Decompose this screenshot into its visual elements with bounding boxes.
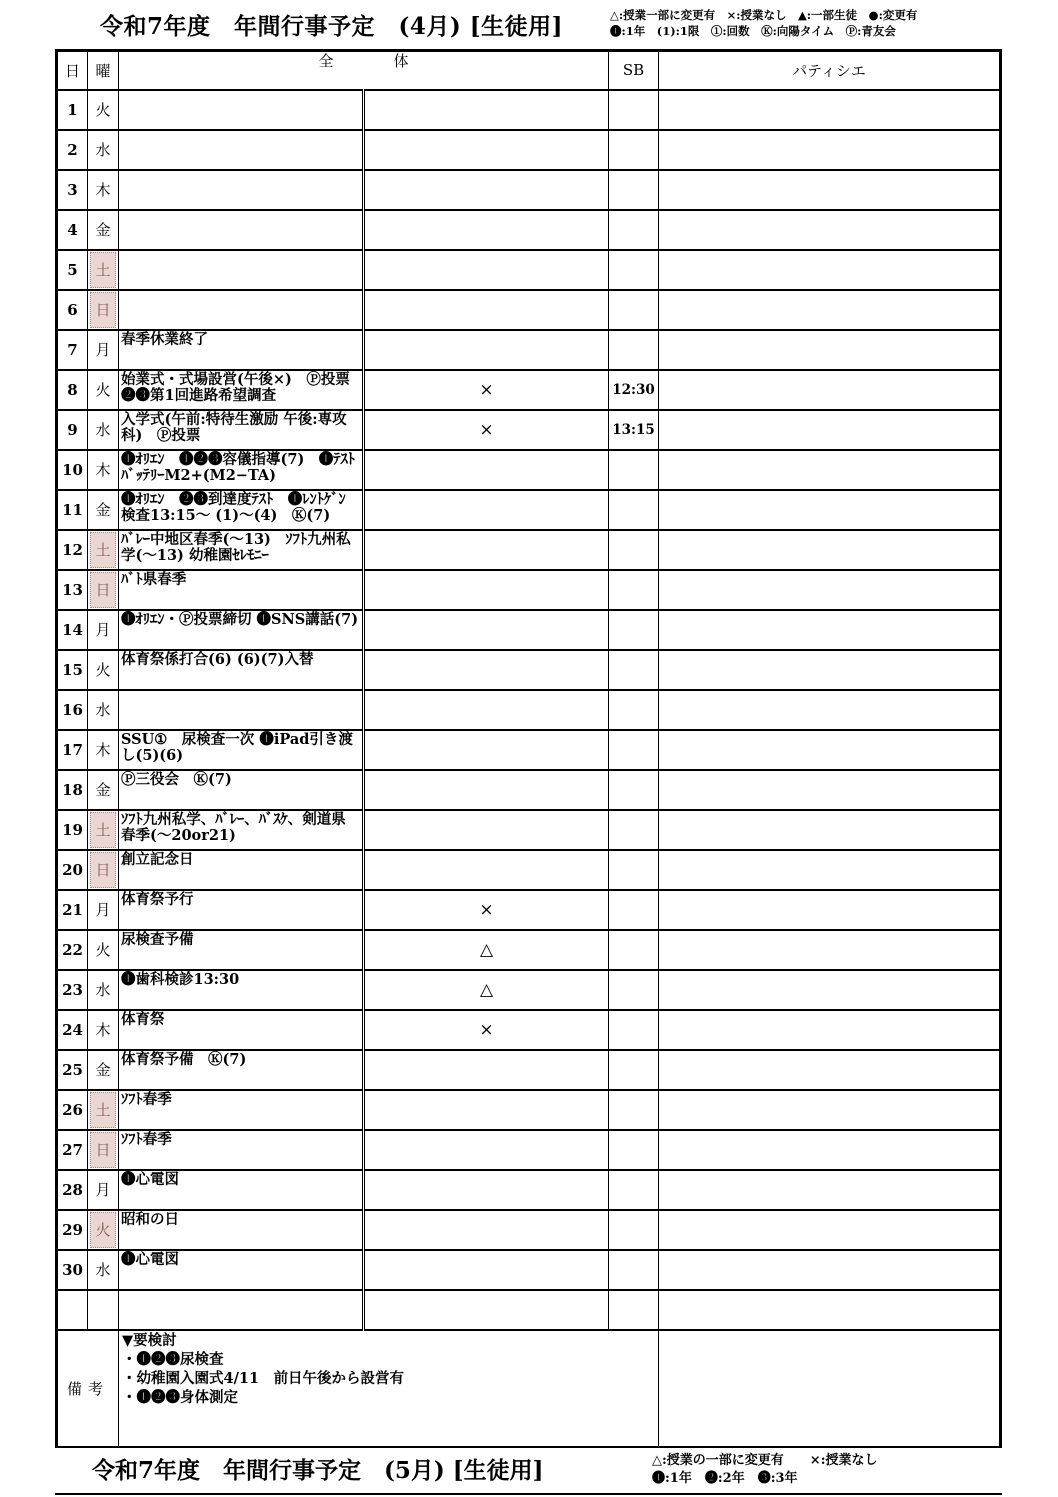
holiday-weekday: 火 [90,1212,116,1248]
table-row [58,610,1000,650]
sb-time [609,1090,659,1130]
day-number: 22 [58,930,88,970]
event-cell [119,210,364,250]
weekday: 火 [95,381,111,399]
patissier-cell [659,90,1000,130]
schedule-rows [58,90,1000,1330]
day-number: 24 [58,1010,88,1050]
weekday: 水 [95,1261,111,1279]
weekday-cell [88,1090,119,1130]
patissier-cell [659,1130,1000,1170]
patissier-cell [659,210,1000,250]
patissier-cell [659,930,1000,970]
class-status-mark [364,1050,609,1090]
weekday-cell [88,770,119,810]
patissier-cell [659,1090,1000,1130]
day-number: 20 [58,850,88,890]
patissier-cell [659,730,1000,770]
event-cell: 創立記念日 [119,850,364,890]
sb-time [609,170,659,210]
event-cell: ｿﾌﾄ春季 [119,1090,364,1130]
weekday-cell [88,1170,119,1210]
day-number: 15 [58,650,88,690]
table-row [58,330,1000,370]
day-number: 25 [58,1050,88,1090]
class-status-mark: × [364,1010,609,1050]
weekday-cell [88,1130,119,1170]
class-status-mark [364,730,609,770]
table-row [58,650,1000,690]
weekday-cell [88,730,119,770]
sb-time [609,1290,659,1330]
next-legend-line-2: ❶:1年 ❷:2年 ❸:3年 [652,1471,798,1486]
weekday-cell [88,210,119,250]
patissier-cell [659,690,1000,730]
holiday-weekday: 土 [90,1092,116,1128]
class-status-mark [364,170,609,210]
table-row [58,1170,1000,1210]
event-cell: 始業式・式場設営(午後×) Ⓟ投票 ❷❸第1回進路希望調査 [119,370,364,410]
weekday: 月 [95,1181,111,1199]
day-number: 4 [58,210,88,250]
day-number: 28 [58,1170,88,1210]
event-cell: ﾊﾞﾚｰ中地区春季(〜13) ｿﾌﾄ九州私学(〜13) 幼稚園ｾﾚﾓﾆｰ [119,530,364,570]
class-status-mark [364,530,609,570]
next-legend-line-1: △:授業の一部に変更有 ×:授業なし [652,1453,878,1468]
weekday: 水 [95,981,111,999]
event-cell [119,690,364,730]
notes-label: 備考 [58,1330,119,1448]
weekday-cell [88,570,119,610]
patissier-cell [659,410,1000,450]
col-day-header: 日 [58,52,88,90]
legend-line-1: △:授業一部に変更有 ×:授業なし ▲:一部生徒 ●:変更有 [610,8,918,22]
patissier-cell [659,1170,1000,1210]
sb-time [609,930,659,970]
footer-rule [55,1493,1002,1495]
class-status-mark [364,850,609,890]
class-status-mark: △ [364,970,609,1010]
patissier-cell [659,330,1000,370]
weekday-cell [88,530,119,570]
event-cell [119,250,364,290]
class-status-mark: × [364,410,609,450]
day-number: 18 [58,770,88,810]
event-cell: ❶ｵﾘｴﾝ ❶❷❸容儀指導(7) ❶ﾃｽﾄﾊﾞｯﾃﾘｰM2+(M2−TA) [119,450,364,490]
notes-row [58,1330,1000,1448]
weekday: 木 [95,461,111,479]
table-row [58,1290,1000,1330]
class-status-mark [364,810,609,850]
notes-patissier-cell [659,1330,1000,1448]
next-page-title: 令和7年度 年間行事予定 (5月) [生徒用] [92,1457,544,1484]
day-number: 6 [58,290,88,330]
holiday-weekday: 土 [90,532,116,568]
event-cell: 体育祭予備 Ⓚ(7) [119,1050,364,1090]
notes-line: ▼要検討 [122,1331,177,1349]
day-number: 10 [58,450,88,490]
holiday-weekday: 日 [90,1132,116,1168]
day-number: 11 [58,490,88,530]
weekday: 月 [95,341,111,359]
day-number: 29 [58,1210,88,1250]
weekday: 金 [95,1061,111,1079]
weekday-cell [88,410,119,450]
class-status-mark [364,210,609,250]
notes-line: ・幼稚園入園式4/11 前日午後から設営有 [122,1369,405,1387]
day-number: 13 [58,570,88,610]
weekday-cell [88,250,119,290]
weekday: 水 [95,701,111,719]
event-cell: 入学式(午前:特待生激励 午後:専攻科) Ⓟ投票 [119,410,364,450]
event-cell: ❶ｵﾘｴﾝ・Ⓟ投票締切 ❶SNS講話(7) [119,610,364,650]
day-number: 30 [58,1250,88,1290]
table-row [58,490,1000,530]
table-row [58,570,1000,610]
patissier-cell [659,1210,1000,1250]
weekday: 水 [95,141,111,159]
patissier-cell [659,610,1000,650]
sb-time [609,770,659,810]
class-status-mark [364,1090,609,1130]
sb-time [609,1170,659,1210]
event-cell: ﾊﾞﾄ県春季 [119,570,364,610]
event-cell: ❶ｵﾘｴﾝ ❷❸到達度ﾃｽﾄ ❶ﾚﾝﾄｹﾞﾝ検査13:15〜 (1)〜(4) Ⓚ(7) [119,490,364,530]
weekday-cell [88,1290,119,1330]
weekday-cell [88,290,119,330]
class-status-mark: △ [364,930,609,970]
holiday-weekday: 日 [90,852,116,888]
class-status-mark [364,570,609,610]
table-row [58,410,1000,450]
table-row [58,850,1000,890]
event-cell: 体育祭予行 [119,890,364,930]
col-weekday-header: 曜 [88,52,119,90]
sb-time [609,570,659,610]
event-cell: ❶歯科検診13:30 [119,970,364,1010]
sb-time [609,1210,659,1250]
patissier-cell [659,170,1000,210]
weekday: 木 [95,181,111,199]
legend [610,7,917,39]
day-number: 2 [58,130,88,170]
class-status-mark [364,650,609,690]
table-row [58,690,1000,730]
sb-time [609,330,659,370]
sb-time [609,250,659,290]
day-number: 16 [58,690,88,730]
sb-time [609,890,659,930]
class-status-mark [364,610,609,650]
event-cell: Ⓟ三役会 Ⓚ(7) [119,770,364,810]
weekday: 金 [95,221,111,239]
class-status-mark [364,490,609,530]
patissier-cell [659,250,1000,290]
weekday-cell [88,810,119,850]
col-patissier-header: パティシエ [659,52,1000,90]
notes-body [119,1330,659,1448]
notes-line: ・❶❷❸尿検査 [122,1350,224,1368]
patissier-cell [659,370,1000,410]
sb-time [609,810,659,850]
event-cell [119,170,364,210]
event-cell [119,1290,364,1330]
schedule-sheet [55,49,1002,1448]
day-number: 21 [58,890,88,930]
table-row [58,90,1000,130]
day-number: 5 [58,250,88,290]
patissier-cell [659,1050,1000,1090]
sb-time [609,530,659,570]
weekday: 月 [95,901,111,919]
table-row [58,810,1000,850]
class-status-mark [364,1210,609,1250]
weekday-cell [88,850,119,890]
sb-time: 13:15 [609,410,659,450]
patissier-cell [659,970,1000,1010]
event-cell: 昭和の日 [119,1210,364,1250]
notes-line: ・❶❷❸身体測定 [122,1388,238,1406]
day-number: 9 [58,410,88,450]
event-cell: 春季休業終了 [119,330,364,370]
event-cell: SSU① 尿検査一次 ❶iPad引き渡し(5)(6) [119,730,364,770]
sb-time [609,730,659,770]
table-row [58,890,1000,930]
weekday-cell [88,450,119,490]
legend-line-2: ❶:1年 (1):1限 ①:回数 Ⓚ:向陽タイム Ⓟ:青友会 [610,24,896,38]
patissier-cell [659,490,1000,530]
class-status-mark [364,290,609,330]
day-number: 23 [58,970,88,1010]
patissier-cell [659,1010,1000,1050]
table-row [58,1130,1000,1170]
table-row [58,730,1000,770]
weekday: 木 [95,1021,111,1039]
patissier-cell [659,810,1000,850]
sb-time [609,90,659,130]
day-number: 7 [58,330,88,370]
day-number [58,1290,88,1330]
page-title: 令和7年度 年間行事予定 (4月) [生徒用] [100,13,564,40]
sb-time [609,650,659,690]
day-number: 14 [58,610,88,650]
col-all-header: 全 体 [119,52,609,90]
table-row [58,130,1000,170]
weekday-cell [88,370,119,410]
patissier-cell [659,530,1000,570]
header-row [58,52,1000,90]
sb-time [609,610,659,650]
sb-time [609,1010,659,1050]
holiday-weekday: 土 [90,252,116,288]
table-row [58,210,1000,250]
day-number: 17 [58,730,88,770]
table-row [58,290,1000,330]
table-row [58,450,1000,490]
table-row [58,1250,1000,1290]
class-status-mark [364,1130,609,1170]
sb-time [609,210,659,250]
event-cell: ｿﾌﾄ九州私学、ﾊﾞﾚｰ、ﾊﾞｽｹ、剣道県春季(〜20or21) [119,810,364,850]
table-row [58,1210,1000,1250]
sb-time [609,130,659,170]
next-page-legend [652,1452,878,1488]
class-status-mark [364,250,609,290]
patissier-cell [659,650,1000,690]
weekday: 木 [95,741,111,759]
event-cell: ❶心電図 [119,1250,364,1290]
sb-time [609,1250,659,1290]
table-row [58,1010,1000,1050]
weekday: 金 [95,781,111,799]
event-cell [119,290,364,330]
class-status-mark [364,770,609,810]
weekday-cell [88,970,119,1010]
weekday-cell [88,930,119,970]
sb-time [609,1130,659,1170]
weekday-cell [88,130,119,170]
weekday-cell [88,890,119,930]
day-number: 8 [58,370,88,410]
weekday-cell [88,90,119,130]
sb-time: 12:30 [609,370,659,410]
weekday-cell [88,650,119,690]
sb-time [609,490,659,530]
table-row [58,530,1000,570]
table-row [58,1090,1000,1130]
patissier-cell [659,1290,1000,1330]
class-status-mark [364,330,609,370]
weekday-cell [88,330,119,370]
class-status-mark: × [364,370,609,410]
event-cell: ｿﾌﾄ春季 [119,1130,364,1170]
sb-time [609,850,659,890]
schedule-table [57,51,1000,1448]
table-row [58,1050,1000,1090]
sb-time [609,290,659,330]
class-status-mark: × [364,890,609,930]
weekday-cell [88,170,119,210]
patissier-cell [659,770,1000,810]
patissier-cell [659,130,1000,170]
patissier-cell [659,450,1000,490]
day-number: 27 [58,1130,88,1170]
class-status-mark [364,690,609,730]
patissier-cell [659,1250,1000,1290]
table-row [58,770,1000,810]
weekday-cell [88,1250,119,1290]
table-row [58,930,1000,970]
table-row [58,970,1000,1010]
weekday-cell [88,690,119,730]
class-status-mark [364,1290,609,1330]
weekday: 月 [95,621,111,639]
table-row [58,250,1000,290]
weekday-cell [88,1210,119,1250]
class-status-mark [364,1170,609,1210]
weekday: 水 [95,421,111,439]
weekday: 火 [95,661,111,679]
day-number: 19 [58,810,88,850]
patissier-cell [659,290,1000,330]
patissier-cell [659,890,1000,930]
holiday-weekday: 日 [90,292,116,328]
table-row [58,170,1000,210]
weekday-cell [88,490,119,530]
day-number: 3 [58,170,88,210]
weekday: 火 [95,941,111,959]
weekday-cell [88,1050,119,1090]
event-cell: 尿検査予備 [119,930,364,970]
event-cell [119,130,364,170]
weekday: 金 [95,501,111,519]
patissier-cell [659,570,1000,610]
col-sb-header: SB [609,52,659,90]
event-cell: 体育祭 [119,1010,364,1050]
day-number: 26 [58,1090,88,1130]
sb-time [609,1050,659,1090]
weekday-cell [88,610,119,650]
class-status-mark [364,130,609,170]
sb-time [609,690,659,730]
class-status-mark [364,450,609,490]
holiday-weekday: 日 [90,572,116,608]
weekday: 火 [95,101,111,119]
event-cell: 体育祭係打合(6) (6)(7)入替 [119,650,364,690]
patissier-cell [659,850,1000,890]
day-number: 12 [58,530,88,570]
table-row [58,370,1000,410]
sb-time [609,970,659,1010]
class-status-mark [364,1250,609,1290]
event-cell [119,90,364,130]
day-number: 1 [58,90,88,130]
weekday-cell [88,1010,119,1050]
class-status-mark [364,90,609,130]
event-cell: ❶心電図 [119,1170,364,1210]
holiday-weekday: 土 [90,812,116,848]
sb-time [609,450,659,490]
